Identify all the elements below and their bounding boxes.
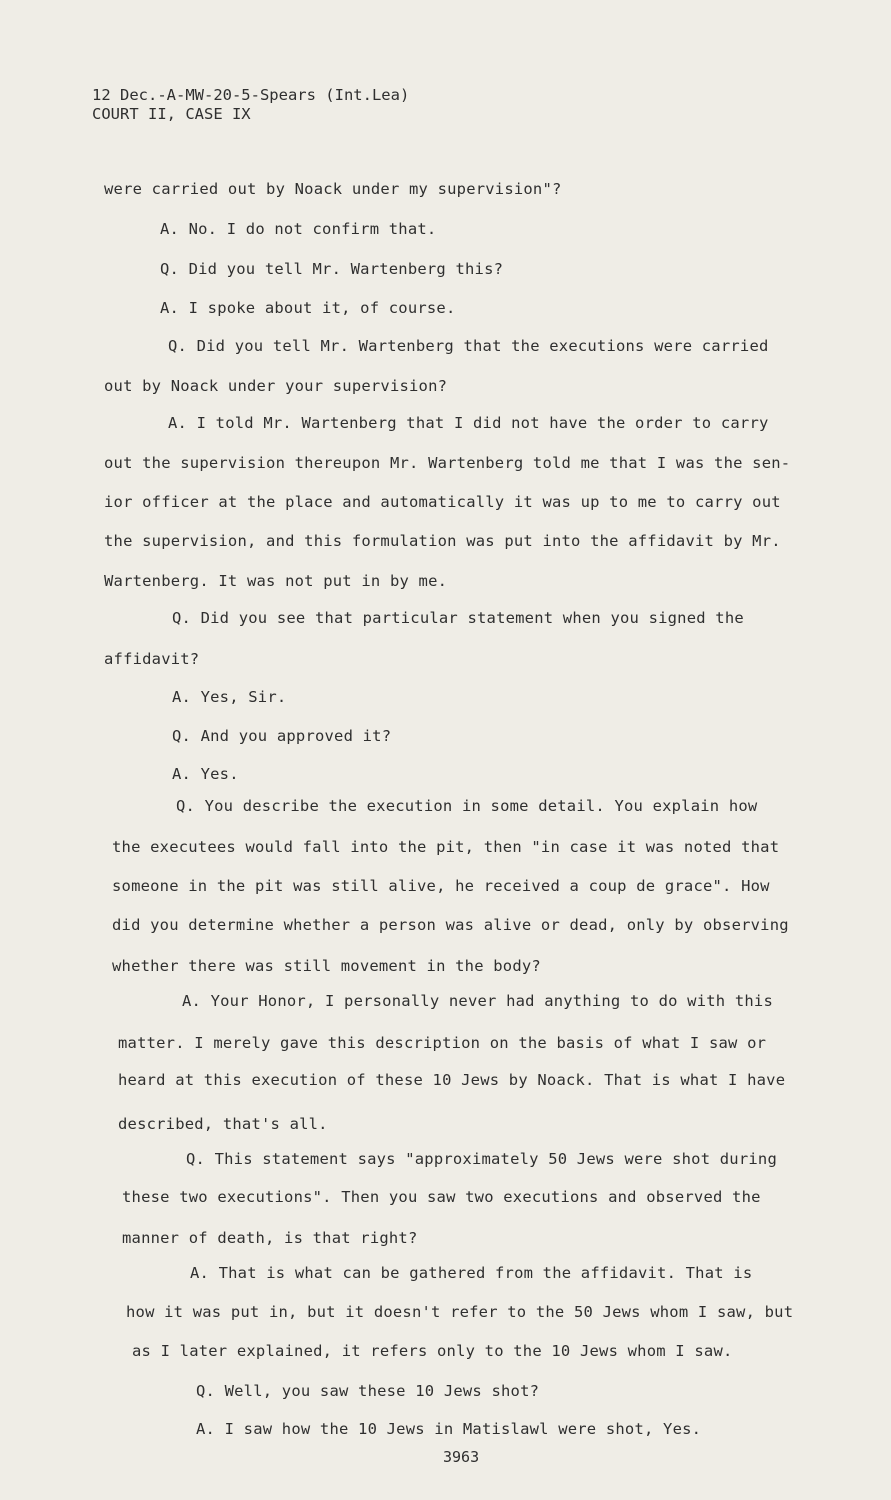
transcript-line: Q. Did you tell Mr. Wartenberg this? [160, 260, 504, 278]
transcript-line: whether there was still movement in the body? [112, 957, 541, 975]
transcript-line: the executees would fall into the pit, then "in case it was noted that [112, 838, 780, 856]
header-court-case: COURT II, CASE IX [92, 105, 251, 123]
transcript-line: Q. This statement says "approximately 50 Jews were shot during [186, 1150, 777, 1168]
transcript-line: A. I saw how the 10 Jews in Matislawl were shot, Yes. [196, 1420, 702, 1438]
transcript-line: Q. Did you see that particular statement when you signed the [172, 609, 744, 627]
transcript-line: matter. I merely gave this description on the basis of what I saw or [118, 1034, 767, 1052]
transcript-line: Q. You describe the execution in some detail. You explain how [176, 797, 758, 815]
transcript-line: how it was put in, but it doesn't refer to the 50 Jews whom I saw, but [126, 1303, 794, 1321]
transcript-line: described, that's all. [118, 1115, 328, 1133]
transcript-line: someone in the pit was still alive, he received a coup de grace". How [112, 877, 770, 895]
transcript-line: A. I told Mr. Wartenberg that I did not have the order to carry [168, 414, 769, 432]
transcript-line: Wartenberg. It was not put in by me. [104, 572, 448, 590]
transcript-line: as I later explained, it refers only to the 10 Jews whom I saw. [132, 1342, 733, 1360]
transcript-line: were carried out by Noack under my supervision"? [104, 180, 562, 198]
transcript-line: affidavit? [104, 650, 200, 668]
transcript-line: out the supervision thereupon Mr. Wartenberg told me that I was the sen- [104, 454, 791, 472]
transcript-line: A. Yes, Sir. [172, 688, 287, 706]
transcript-line: did you determine whether a person was alive or dead, only by observing [112, 916, 789, 934]
transcript-line: ior officer at the place and automatically it was up to me to carry out [104, 493, 781, 511]
document-header [92, 86, 409, 124]
transcript-line: A. Your Honor, I personally never had anything to do with this [182, 992, 773, 1010]
transcript-line: these two executions". Then you saw two executions and observed the [122, 1188, 761, 1206]
transcript-line: Q. Did you tell Mr. Wartenberg that the executions were carried [168, 337, 769, 355]
transcript-line: Q. And you approved it? [172, 727, 392, 745]
page-number: 3963 [443, 1448, 480, 1466]
transcript-line: A. No. I do not confirm that. [160, 220, 437, 238]
transcript-line: A. I spoke about it, of course. [160, 299, 456, 317]
transcript-line: A. That is what can be gathered from the affidavit. That is [190, 1264, 753, 1282]
transcript-line: Q. Well, you saw these 10 Jews shot? [196, 1382, 540, 1400]
transcript-line: the supervision, and this formulation was put into the affidavit by Mr. [104, 532, 781, 550]
transcript-line: heard at this execution of these 10 Jews by Noack. That is what I have [118, 1071, 786, 1089]
header-reference: 12 Dec.-A-MW-20-5-Spears (Int.Lea) [92, 86, 410, 104]
transcript-line: manner of death, is that right? [122, 1229, 418, 1247]
transcript-line: out by Noack under your supervision? [104, 377, 448, 395]
transcript-line: A. Yes. [172, 765, 239, 783]
